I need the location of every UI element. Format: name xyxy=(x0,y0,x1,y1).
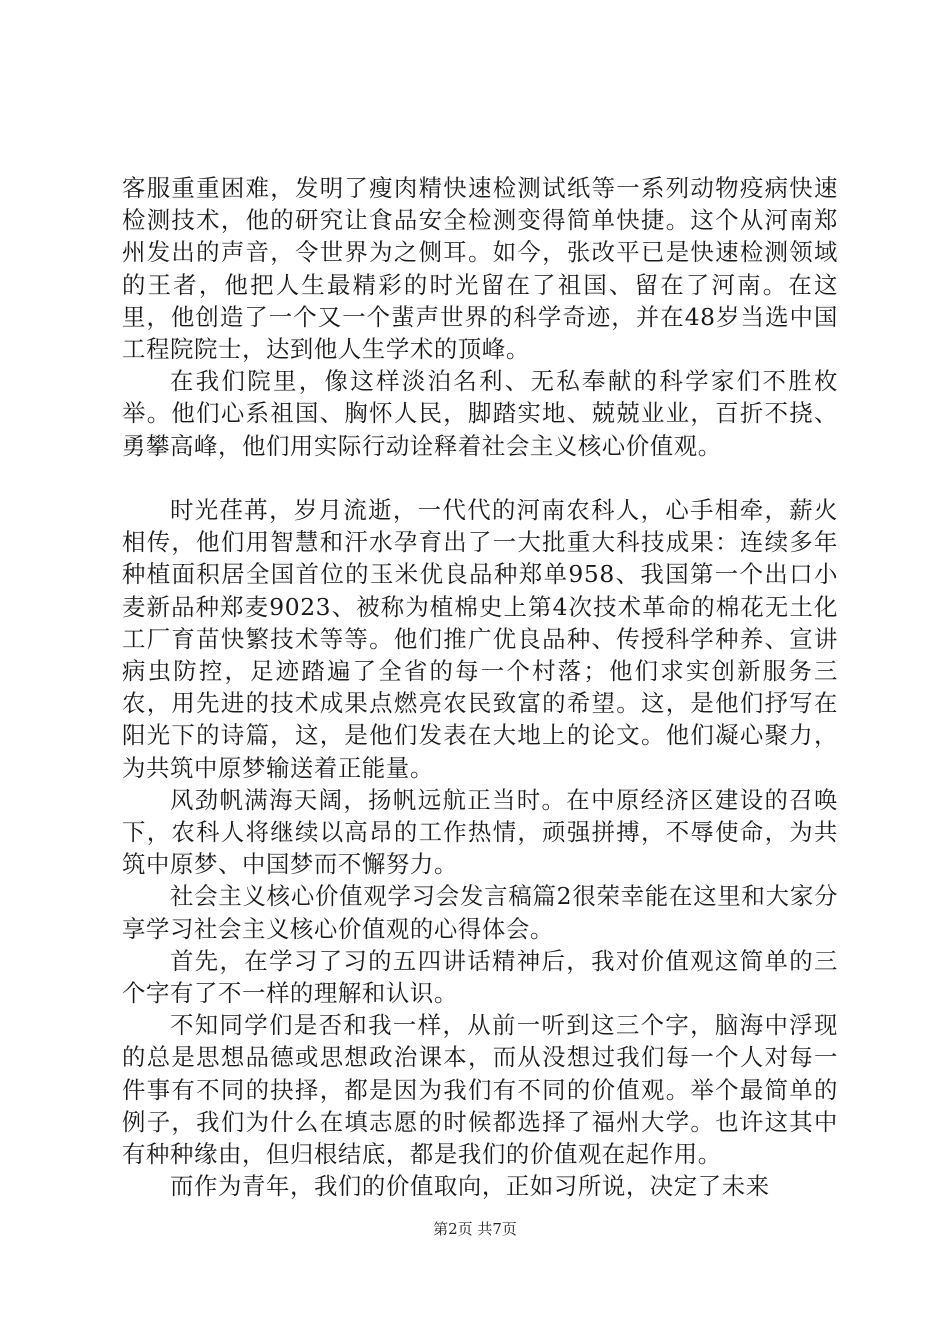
paragraph-6: 首先，在学习了习的五四讲话精神后，我对价值观这简单的三个字有了不一样的理解和认识。 xyxy=(122,946,838,1008)
paragraph-8: 而作为青年，我们的价值取向，正如习所说，决定了未来 xyxy=(170,1172,770,1201)
paragraph-2: 在我们院里，像这样淡泊名利、无私奉献的科学家们不胜枚举。他们心系祖国、胸怀人民，脚踏实地、兢兢业业，百折不挠、勇攀高峰，他们用实际行动诠释着社会主义核心价值观。 xyxy=(122,367,838,460)
page-number-footer: 第2页 共7页 xyxy=(433,1220,517,1238)
paragraph-3: 时光荏苒，岁月流逝，一代代的河南农科人，心手相牵，薪火相传，他们用智慧和汗水孕育出了一大批重大科技成果：连续多年种植面积居全国首位的玉米优良品种郑单958、我国第一个出口小麦新品种郑麦9023、被称为植棉史上第4次技术革命的棉花无土化工厂育苗快繁技术等等。他们推广优良品种、传授科学种养、宣讲病虫防控，足迹踏遍了全省的每一个村落；他们求实创新服务三农，用先进的技术成果点燃亮农民致富的希望。这，是他们抒写在阳光下的诗篇，这，是他们发表在大地上的论文。他们凝心聚力，为共筑中原梦输送着正能量。 xyxy=(122,496,838,782)
paragraph-1: 客服重重困难，发明了瘦肉精快速检测试纸等一系列动物疫病快速检测技术，他的研究让食品安全检测变得简单快捷。这个从河南郑州发出的声音，令世界为之侧耳。如今，张改平已是快速检测领域的王者，他把人生最精彩的时光留在了祖国、留在了河南。在这里，他创造了一个又一个蜚声世界的科学奇迹，并在48岁当选中国工程院院士，达到他人生学术的顶峰。 xyxy=(122,174,838,364)
document-body xyxy=(122,172,838,1202)
paragraph-5: 社会主义核心价值观学习会发言稿篇2很荣幸能在这里和大家分享学习社会主义核心价值观的心得体会。 xyxy=(122,882,838,943)
paragraph-spacer xyxy=(122,462,838,494)
paragraph-7: 不知同学们是否和我一样，从前一听到这三个字，脑海中浮现的总是思想品德或思想政治课本，而从没想过我们每一个人对每一件事有不同的抉择，都是因为我们有不同的价值观。举个最简单的例子，我们为什么在填志愿的时候都选择了福州大学。也许这其中有种种缘由，但归根结底，都是我们的价值观在起作用。 xyxy=(122,1011,838,1169)
paragraph-4: 风劲帆满海天阔，扬帆远航正当时。在中原经济区建设的召唤下，农科人将继续以高昂的工作热情，顽强拼搏，不辱使命，为共筑中原梦、中国梦而不懈努力。 xyxy=(122,785,838,879)
